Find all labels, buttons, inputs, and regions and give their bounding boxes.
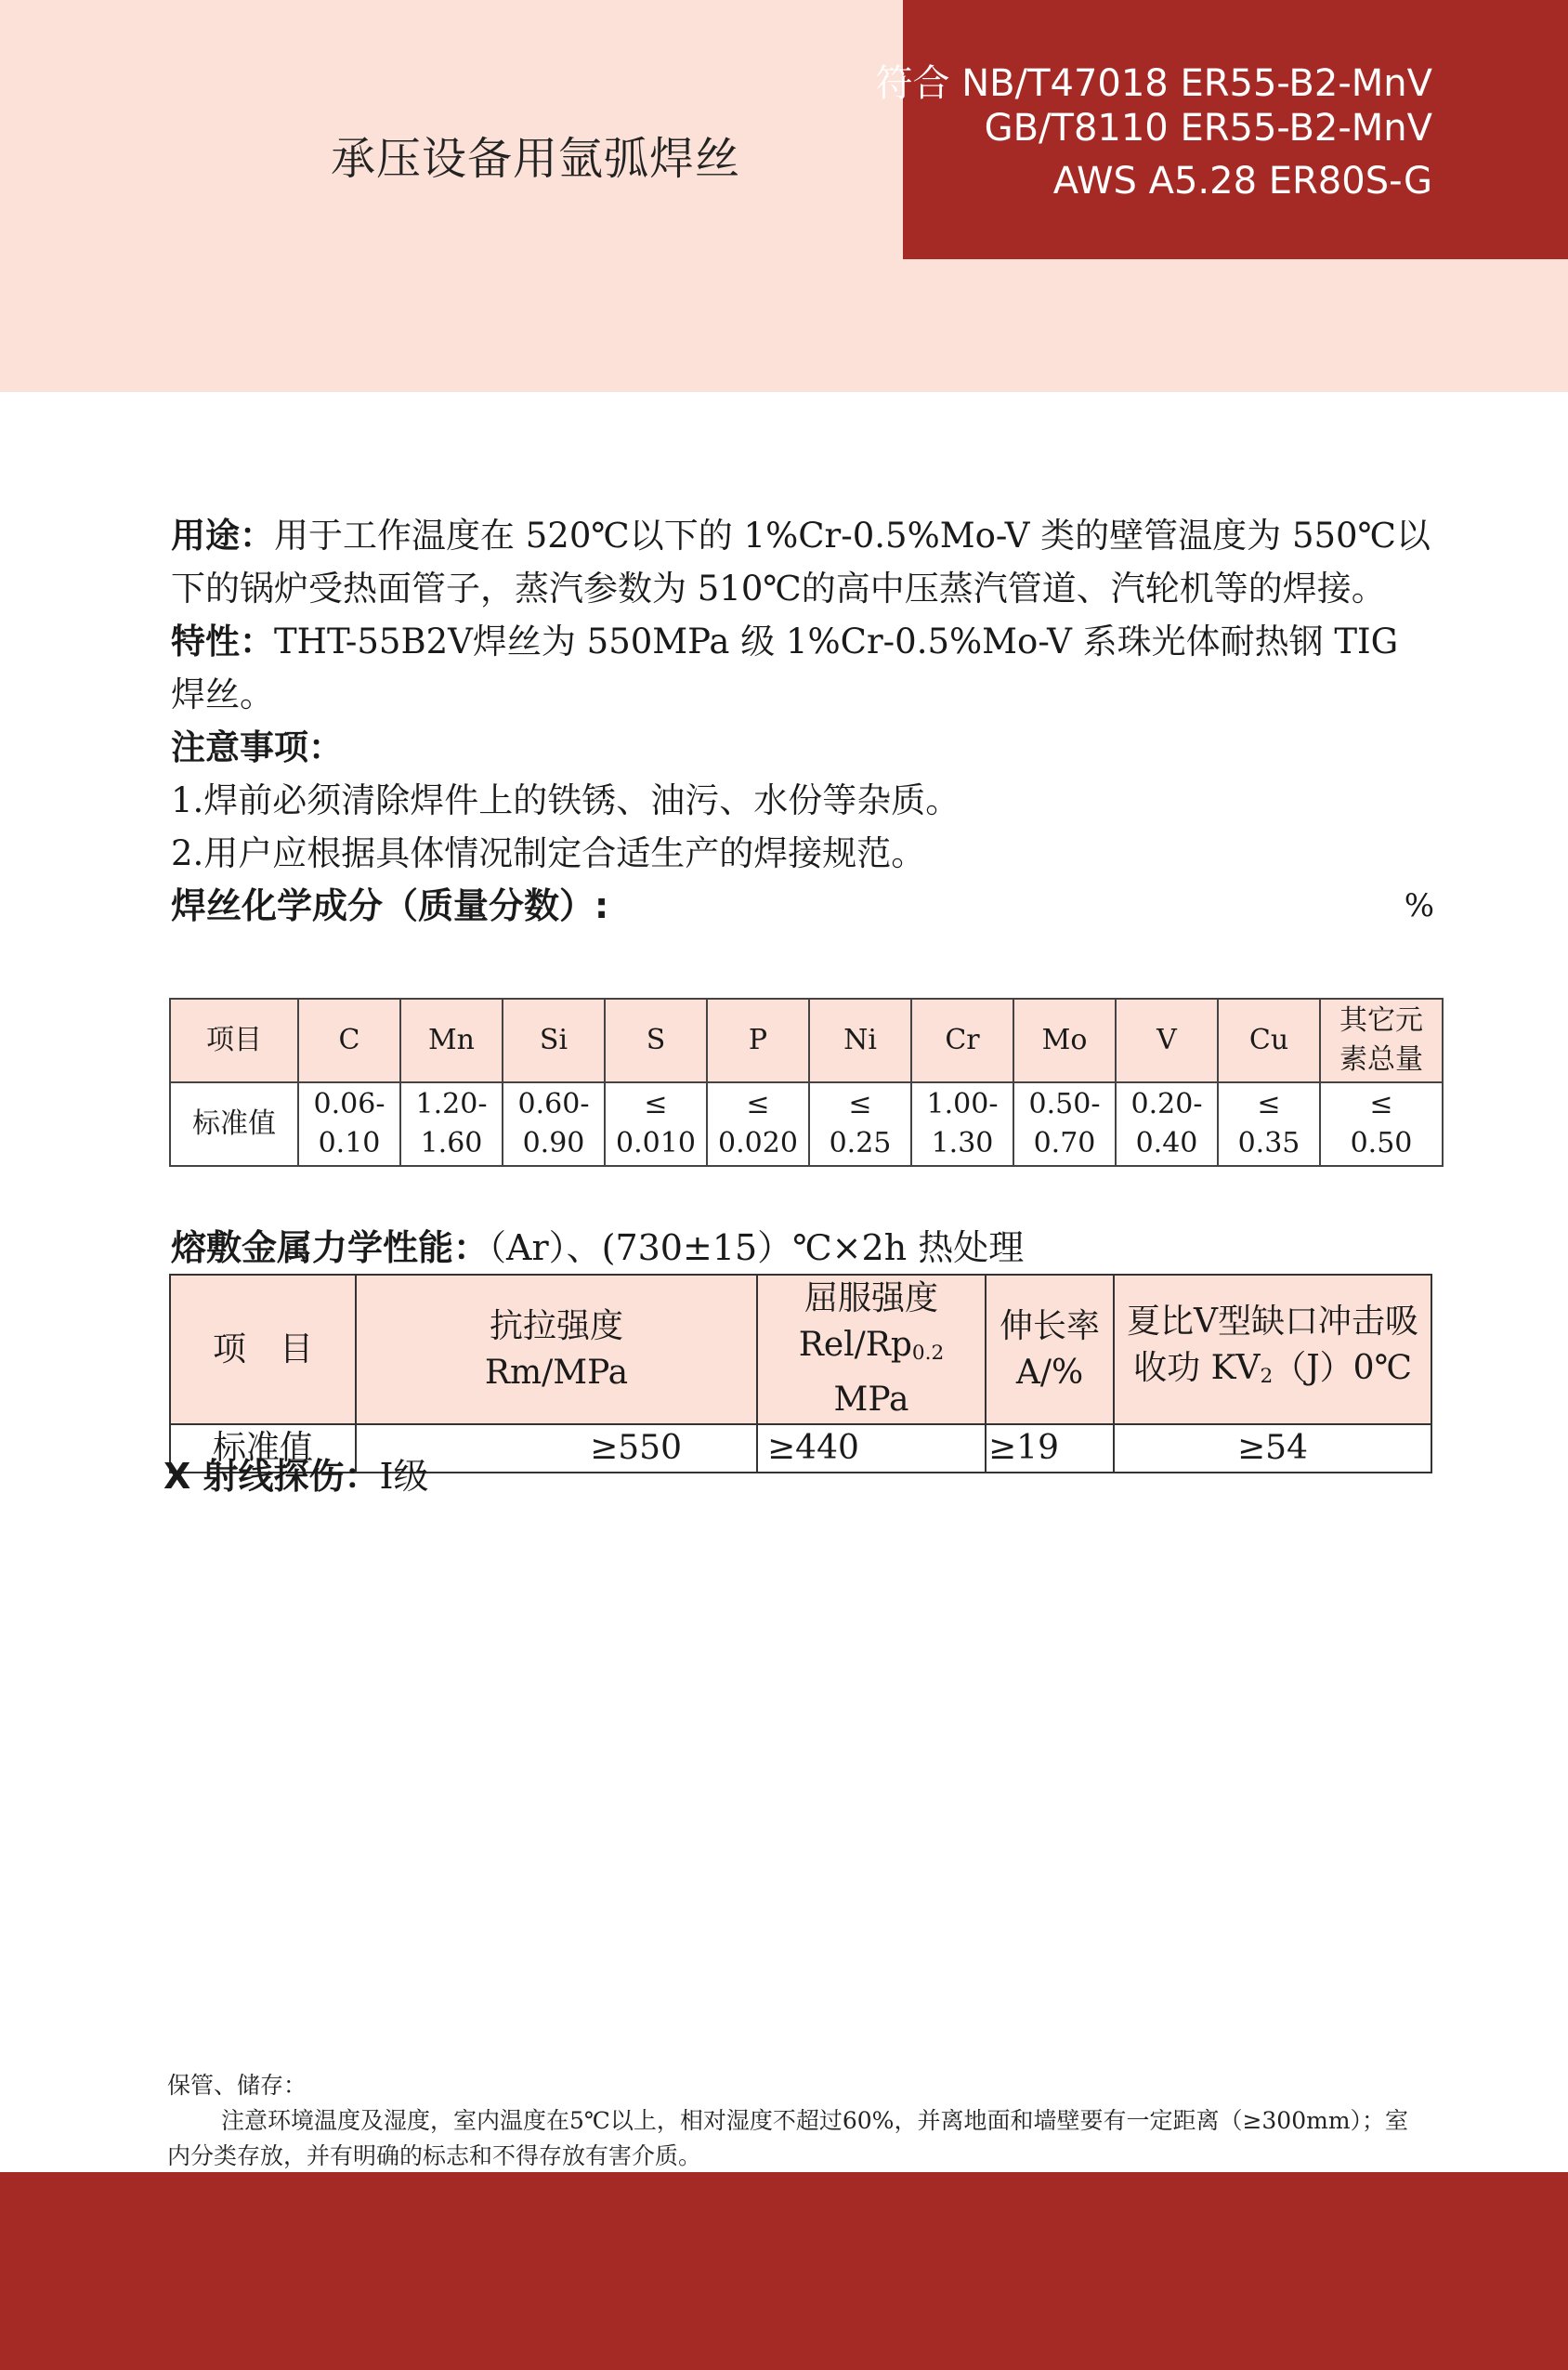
chem-value-mo-2: 0.70 xyxy=(1033,1127,1096,1159)
chem-value-p-1: ≤ xyxy=(746,1088,770,1120)
features-label: 特性： xyxy=(171,622,274,661)
chem-value-v-1: 0.20- xyxy=(1130,1088,1203,1120)
features-text: THT-55B2Ⅴ焊丝为 550MPa 级 1%Cr-0.5%Mo-V 系珠光体耐热钢 TIG 焊丝。 xyxy=(171,622,1399,714)
mech-header-impact-2 xyxy=(1115,1345,1431,1400)
mechanical-title-bold: 熔敷金属力学性能： xyxy=(171,1227,490,1268)
page-title: 承压设备用氩弧焊丝 xyxy=(331,133,741,185)
chem-value-si-2: 0.90 xyxy=(522,1127,585,1159)
content xyxy=(171,509,1434,933)
standards-box xyxy=(875,0,1568,259)
usage-text: 用于工作温度在 520℃以下的 1%Cr-0.5%Mo-V 类的壁管温度为 550℃以下的锅炉受热面管子，蒸汽参数为 510℃的高中压蒸汽管道、汽轮机等的焊接。 xyxy=(171,516,1431,609)
chemical-title-row xyxy=(171,880,1434,933)
chem-value-s-1: ≤ xyxy=(644,1088,668,1120)
chem-header-si: Si xyxy=(503,999,605,1082)
chemical-unit: % xyxy=(1404,887,1434,924)
chem-value-other-1: ≤ xyxy=(1369,1088,1393,1120)
chemical-row-label: 项目 xyxy=(170,999,298,1082)
chem-header-other xyxy=(1320,999,1443,1082)
chem-value-ni-2: 0.25 xyxy=(829,1127,892,1159)
chem-value-other xyxy=(1320,1082,1443,1166)
mech-header-elongation-1: 伸长率 xyxy=(999,1306,1100,1345)
mechanical-header-row xyxy=(170,1275,1431,1424)
chem-value-cr-2: 1.30 xyxy=(931,1127,994,1159)
mech-header-yield-sym: Rel/Rp xyxy=(798,1326,912,1364)
chem-value-cu-2: 0.35 xyxy=(1237,1127,1300,1159)
note-item-1: 1.焊前必须清除焊件上的铁锈、油污、水份等杂质。 xyxy=(171,780,960,820)
mech-header-yield-sub: 0.2 xyxy=(911,1342,945,1365)
mech-header-yield-1: 屈服强度 xyxy=(804,1279,938,1317)
chemical-value-label: 标准值 xyxy=(170,1082,298,1166)
mech-header-tensile-2: Rm/MPa xyxy=(484,1353,629,1392)
chem-header-p: P xyxy=(707,999,809,1082)
chem-value-mo xyxy=(1013,1082,1116,1166)
notes-label: 注意事项： xyxy=(171,727,343,767)
chem-value-cr-1: 1.00- xyxy=(926,1088,999,1120)
mech-header-impact-1: 夏比Ⅴ型缺口冲击吸 xyxy=(1127,1303,1418,1341)
mechanical-value-label: 标准值 xyxy=(170,1424,356,1473)
chem-value-cr xyxy=(911,1082,1013,1166)
mech-header-tensile xyxy=(356,1275,757,1424)
chem-value-ni-1: ≤ xyxy=(848,1088,872,1120)
storage-label: 保管、储存： xyxy=(167,2072,307,2099)
chem-value-ni xyxy=(809,1082,911,1166)
mech-header-impact xyxy=(1114,1275,1431,1424)
chem-value-c-2: 0.10 xyxy=(318,1127,381,1159)
chemical-value-row xyxy=(170,1082,1443,1166)
chem-value-s xyxy=(605,1082,707,1166)
mechanical-title-rest: （Ar）、(730±15）℃×2h 热处理 xyxy=(489,1227,1025,1268)
usage-paragraph xyxy=(171,509,1434,615)
chem-header-other-line-2: 素总量 xyxy=(1339,1043,1423,1076)
chem-value-p xyxy=(707,1082,809,1166)
chem-value-other-2: 0.50 xyxy=(1350,1127,1413,1159)
chem-value-mn-2: 1.60 xyxy=(420,1127,483,1159)
chem-value-c xyxy=(298,1082,400,1166)
mech-header-impact-unit: （J）0℃ xyxy=(1273,1349,1412,1387)
chem-value-si-1: 0.60- xyxy=(517,1088,590,1120)
mech-header-elongation xyxy=(986,1275,1114,1424)
mech-header-tensile-1: 抗拉强度 xyxy=(489,1306,623,1345)
mech-value-impact: ≥54 xyxy=(1114,1424,1431,1473)
mech-header-yield xyxy=(757,1275,986,1424)
chem-value-c-1: 0.06- xyxy=(313,1088,385,1120)
standard-line-1: 符合 NB/T47018 ER55-B2-MnV xyxy=(875,62,1432,105)
xray-line xyxy=(163,1447,429,1499)
mechanical-row-label: 项 目 xyxy=(170,1275,356,1424)
storage-section xyxy=(167,2068,1431,2174)
features-paragraph xyxy=(171,615,1434,721)
chemical-header-row xyxy=(170,999,1443,1082)
xray-label: X 射线探伤： xyxy=(163,1456,380,1497)
chem-value-cu-1: ≤ xyxy=(1257,1088,1281,1120)
mech-header-elongation-2: A/% xyxy=(1015,1353,1084,1392)
mechanical-title xyxy=(171,1219,1024,1270)
chemical-table xyxy=(169,998,1444,1167)
mechanical-table xyxy=(169,1274,1432,1473)
chem-value-v-2: 0.40 xyxy=(1135,1127,1198,1159)
chem-header-other-line-1: 其它元 xyxy=(1339,1004,1423,1037)
chem-header-c: C xyxy=(298,999,400,1082)
mech-value-yield: ≥440 xyxy=(757,1424,986,1473)
storage-text: 注意环境温度及湿度，室内温度在5℃以上，相对湿度不超过60%，并离地面和墙壁要有一定距离（≥300mm）；室内分类存放，并有明确的标志和不得存放有害介质。 xyxy=(167,2107,1409,2169)
chem-value-mo-1: 0.50- xyxy=(1028,1088,1101,1120)
chem-header-mo: Mo xyxy=(1013,999,1116,1082)
chem-header-ni: Ni xyxy=(809,999,911,1082)
mech-value-elongation: ≥19 xyxy=(986,1424,1114,1473)
mech-header-impact-sub: 2 xyxy=(1260,1365,1274,1388)
chem-value-si xyxy=(503,1082,605,1166)
footer-band xyxy=(0,2172,1568,2370)
chem-header-cu: Cu xyxy=(1218,999,1320,1082)
chem-value-v xyxy=(1116,1082,1218,1166)
chemical-title: 焊丝化学成分（质量分数）: xyxy=(171,885,609,926)
standard-line-2: GB/T8110 ER55-B2-MnV xyxy=(984,107,1432,150)
chem-header-cr: Cr xyxy=(911,999,1013,1082)
xray-value: Ⅰ级 xyxy=(379,1456,429,1497)
mech-value-tensile: ≥550 xyxy=(356,1424,757,1473)
chem-header-v: V xyxy=(1116,999,1218,1082)
chem-value-cu xyxy=(1218,1082,1320,1166)
chem-value-mn xyxy=(400,1082,503,1166)
note-item-2: 2.用户应根据具体情况制定合适生产的焊接规范。 xyxy=(171,833,926,873)
chem-value-s-2: 0.010 xyxy=(616,1127,696,1159)
mech-header-impact-sym: 收功 KV xyxy=(1133,1349,1261,1387)
chem-value-p-2: 0.020 xyxy=(718,1127,798,1159)
standard-line-3: AWS A5.28 ER80S-G xyxy=(1052,160,1432,203)
mech-header-yield-2 xyxy=(758,1322,985,1423)
usage-label: 用途： xyxy=(171,516,274,556)
mech-header-yield-unit: MPa xyxy=(833,1381,909,1419)
chem-header-s: S xyxy=(605,999,707,1082)
chem-header-mn: Mn xyxy=(400,999,503,1082)
chem-value-mn-1: 1.20- xyxy=(415,1088,488,1120)
